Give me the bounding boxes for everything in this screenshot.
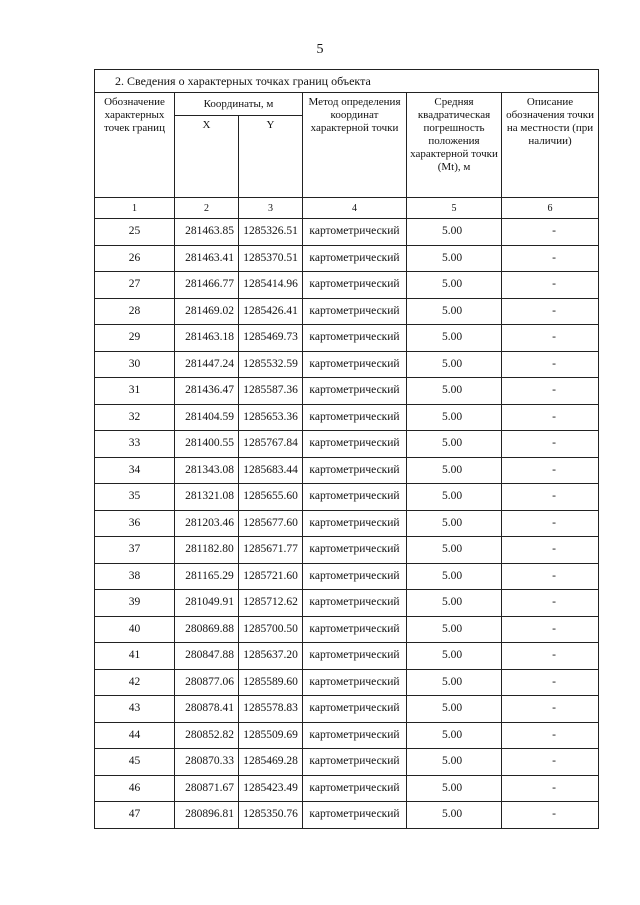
method-cell: картометрический	[303, 643, 407, 670]
column-number: 4	[303, 198, 407, 219]
boundary-points-table	[94, 69, 599, 829]
error-cell: 5.00	[407, 510, 502, 537]
table-row	[95, 404, 599, 431]
method-cell: картометрический	[303, 272, 407, 299]
coord-x-cell: 280871.67	[175, 775, 239, 802]
description-cell: -	[502, 378, 599, 405]
table-row	[95, 616, 599, 643]
coord-x-cell: 281049.91	[175, 590, 239, 617]
error-cell: 5.00	[407, 325, 502, 352]
coord-y-cell: 1285469.73	[239, 325, 303, 352]
coord-y-cell: 1285767.84	[239, 431, 303, 458]
coord-y-cell: 1285683.44	[239, 457, 303, 484]
method-cell: картометрический	[303, 404, 407, 431]
table-row	[95, 431, 599, 458]
point-number-cell: 28	[95, 298, 175, 325]
coord-y-cell: 1285712.62	[239, 590, 303, 617]
coord-x-cell: 280869.88	[175, 616, 239, 643]
coord-x-cell: 281165.29	[175, 563, 239, 590]
table-row	[95, 722, 599, 749]
point-number-cell: 27	[95, 272, 175, 299]
table-row	[95, 590, 599, 617]
coord-y-cell: 1285721.60	[239, 563, 303, 590]
column-number: 3	[239, 198, 303, 219]
point-number-cell: 40	[95, 616, 175, 643]
table-row	[95, 669, 599, 696]
error-cell: 5.00	[407, 563, 502, 590]
table-row	[95, 245, 599, 272]
description-cell: -	[502, 484, 599, 511]
error-cell: 5.00	[407, 643, 502, 670]
method-cell: картометрический	[303, 775, 407, 802]
table-row	[95, 775, 599, 802]
coord-y-cell: 1285326.51	[239, 219, 303, 246]
table-row	[95, 563, 599, 590]
table-row	[95, 325, 599, 352]
error-cell: 5.00	[407, 722, 502, 749]
method-cell: картометрический	[303, 325, 407, 352]
error-cell: 5.00	[407, 802, 502, 829]
method-cell: картометрический	[303, 219, 407, 246]
description-cell: -	[502, 643, 599, 670]
section-title: 2. Сведения о характерных точках границ объекта	[95, 70, 599, 93]
table-row	[95, 457, 599, 484]
coord-x-cell: 280878.41	[175, 696, 239, 723]
description-cell: -	[502, 457, 599, 484]
coord-y-cell: 1285469.28	[239, 749, 303, 776]
header-x: X	[175, 116, 239, 198]
table-row	[95, 749, 599, 776]
point-number-cell: 47	[95, 802, 175, 829]
error-cell: 5.00	[407, 219, 502, 246]
point-number-cell: 43	[95, 696, 175, 723]
point-number-cell: 34	[95, 457, 175, 484]
description-cell: -	[502, 563, 599, 590]
description-cell: -	[502, 510, 599, 537]
error-cell: 5.00	[407, 298, 502, 325]
coord-x-cell: 281447.24	[175, 351, 239, 378]
method-cell: картометрический	[303, 563, 407, 590]
description-cell: -	[502, 325, 599, 352]
coord-y-cell: 1285532.59	[239, 351, 303, 378]
description-cell: -	[502, 775, 599, 802]
coord-x-cell: 281466.77	[175, 272, 239, 299]
point-number-cell: 44	[95, 722, 175, 749]
method-cell: картометрический	[303, 484, 407, 511]
coord-x-cell: 280877.06	[175, 669, 239, 696]
description-cell: -	[502, 590, 599, 617]
description-cell: -	[502, 749, 599, 776]
point-number-cell: 35	[95, 484, 175, 511]
method-cell: картометрический	[303, 616, 407, 643]
coord-x-cell: 281203.46	[175, 510, 239, 537]
coord-x-cell: 281436.47	[175, 378, 239, 405]
coord-y-cell: 1285677.60	[239, 510, 303, 537]
error-cell: 5.00	[407, 537, 502, 564]
point-number-cell: 30	[95, 351, 175, 378]
coord-x-cell: 281182.80	[175, 537, 239, 564]
error-cell: 5.00	[407, 245, 502, 272]
point-number-cell: 46	[95, 775, 175, 802]
coord-x-cell: 280896.81	[175, 802, 239, 829]
column-number: 2	[175, 198, 239, 219]
description-cell: -	[502, 245, 599, 272]
coord-x-cell: 281404.59	[175, 404, 239, 431]
coord-x-cell: 281321.08	[175, 484, 239, 511]
column-number: 5	[407, 198, 502, 219]
point-number-cell: 39	[95, 590, 175, 617]
point-number-cell: 41	[95, 643, 175, 670]
coord-x-cell: 281463.18	[175, 325, 239, 352]
method-cell: картометрический	[303, 669, 407, 696]
method-cell: картометрический	[303, 537, 407, 564]
method-cell: картометрический	[303, 802, 407, 829]
header-description: Описание обозначения точки на местности (при наличии)	[502, 93, 599, 198]
point-number-cell: 38	[95, 563, 175, 590]
error-cell: 5.00	[407, 378, 502, 405]
coord-x-cell: 280870.33	[175, 749, 239, 776]
point-number-cell: 25	[95, 219, 175, 246]
description-cell: -	[502, 802, 599, 829]
method-cell: картометрический	[303, 351, 407, 378]
point-number-cell: 45	[95, 749, 175, 776]
table-row	[95, 802, 599, 829]
table-row	[95, 484, 599, 511]
table-row	[95, 219, 599, 246]
table-row	[95, 298, 599, 325]
header-method: Метод определения координат характерной точки	[303, 93, 407, 198]
error-cell: 5.00	[407, 272, 502, 299]
header-coordinates: Координаты, м	[175, 93, 303, 116]
description-cell: -	[502, 298, 599, 325]
description-cell: -	[502, 669, 599, 696]
error-cell: 5.00	[407, 616, 502, 643]
description-cell: -	[502, 616, 599, 643]
error-cell: 5.00	[407, 351, 502, 378]
coord-x-cell: 281463.85	[175, 219, 239, 246]
point-number-cell: 36	[95, 510, 175, 537]
header-y: Y	[239, 116, 303, 198]
error-cell: 5.00	[407, 457, 502, 484]
point-number-cell: 37	[95, 537, 175, 564]
coord-x-cell: 280847.88	[175, 643, 239, 670]
method-cell: картометрический	[303, 722, 407, 749]
method-cell: картометрический	[303, 378, 407, 405]
column-number: 6	[502, 198, 599, 219]
coord-y-cell: 1285653.36	[239, 404, 303, 431]
coord-y-cell: 1285700.50	[239, 616, 303, 643]
error-cell: 5.00	[407, 404, 502, 431]
table-row	[95, 351, 599, 378]
coord-x-cell: 280852.82	[175, 722, 239, 749]
table-row	[95, 643, 599, 670]
error-cell: 5.00	[407, 696, 502, 723]
method-cell: картометрический	[303, 245, 407, 272]
error-cell: 5.00	[407, 775, 502, 802]
table-row	[95, 510, 599, 537]
table-row	[95, 378, 599, 405]
method-cell: картометрический	[303, 457, 407, 484]
coord-y-cell: 1285370.51	[239, 245, 303, 272]
error-cell: 5.00	[407, 669, 502, 696]
method-cell: картометрический	[303, 696, 407, 723]
error-cell: 5.00	[407, 590, 502, 617]
header-point: Обозначение характерных точек границ	[95, 93, 175, 198]
method-cell: картометрический	[303, 749, 407, 776]
coord-y-cell: 1285350.76	[239, 802, 303, 829]
coord-x-cell: 281400.55	[175, 431, 239, 458]
description-cell: -	[502, 404, 599, 431]
table-row	[95, 696, 599, 723]
point-number-cell: 42	[95, 669, 175, 696]
coord-y-cell: 1285426.41	[239, 298, 303, 325]
coord-y-cell: 1285423.49	[239, 775, 303, 802]
coord-y-cell: 1285587.36	[239, 378, 303, 405]
method-cell: картометрический	[303, 431, 407, 458]
description-cell: -	[502, 272, 599, 299]
method-cell: картометрический	[303, 298, 407, 325]
point-number-cell: 31	[95, 378, 175, 405]
point-number-cell: 33	[95, 431, 175, 458]
point-number-cell: 32	[95, 404, 175, 431]
method-cell: картометрический	[303, 590, 407, 617]
coord-x-cell: 281463.41	[175, 245, 239, 272]
coord-y-cell: 1285414.96	[239, 272, 303, 299]
coord-y-cell: 1285671.77	[239, 537, 303, 564]
coord-x-cell: 281469.02	[175, 298, 239, 325]
header-error: Средняя квадратическая погрешность положения характерной точки (Mt), м	[407, 93, 502, 198]
description-cell: -	[502, 537, 599, 564]
coord-y-cell: 1285589.60	[239, 669, 303, 696]
point-number-cell: 26	[95, 245, 175, 272]
error-cell: 5.00	[407, 749, 502, 776]
table-row	[95, 272, 599, 299]
description-cell: -	[502, 431, 599, 458]
coord-x-cell: 281343.08	[175, 457, 239, 484]
description-cell: -	[502, 722, 599, 749]
description-cell: -	[502, 696, 599, 723]
column-number: 1	[95, 198, 175, 219]
coord-y-cell: 1285655.60	[239, 484, 303, 511]
coord-y-cell: 1285578.83	[239, 696, 303, 723]
description-cell: -	[502, 351, 599, 378]
description-cell: -	[502, 219, 599, 246]
method-cell: картометрический	[303, 510, 407, 537]
error-cell: 5.00	[407, 484, 502, 511]
coord-y-cell: 1285509.69	[239, 722, 303, 749]
point-number-cell: 29	[95, 325, 175, 352]
coord-y-cell: 1285637.20	[239, 643, 303, 670]
page-number: 5	[316, 42, 324, 57]
error-cell: 5.00	[407, 431, 502, 458]
table-row	[95, 537, 599, 564]
